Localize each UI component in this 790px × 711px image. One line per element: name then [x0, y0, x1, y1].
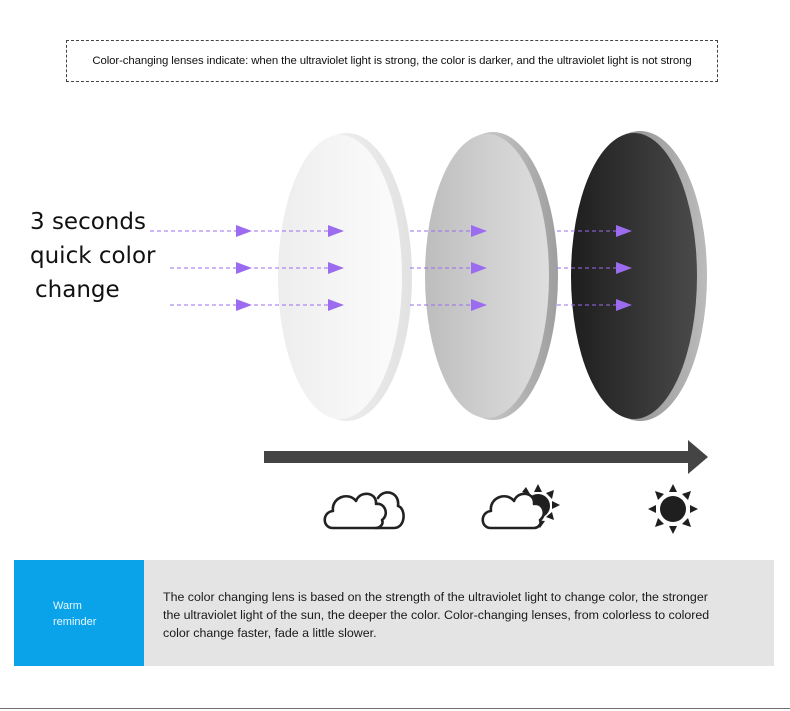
warm-reminder-tag [14, 560, 144, 666]
reminder-line-1: The color changing lens is based on the strength of the ultraviolet light to change color, the stronger [163, 590, 708, 604]
gray-lens [425, 132, 558, 420]
dark-lens [571, 131, 707, 421]
headline-line-1: 3 seconds [30, 209, 146, 235]
reminder-line-2: the ultraviolet light of the sun, the deeper the color. Color-changing lenses, from colorless to colored [163, 608, 710, 622]
headline-line-2: quick color [30, 243, 156, 269]
tag-line-1: Warm [53, 600, 82, 612]
cloudy-icon [325, 492, 404, 528]
reminder-line-3: color change faster, fade a little slower. [163, 626, 377, 640]
progress-arrow [264, 440, 708, 474]
bottom-divider [0, 708, 790, 709]
partly-sunny-icon [483, 484, 560, 528]
sunny-icon [648, 484, 698, 534]
reminder-text [163, 588, 753, 642]
headline-line-3: change [35, 277, 120, 303]
clear-lens [278, 133, 412, 421]
tag-line-2: reminder [53, 616, 97, 628]
warm-reminder-panel [14, 560, 774, 666]
caption-text: Color-changing lenses indicate: when the ultraviolet light is strong, the color is darker, and the ultraviolet light is not strong [92, 55, 692, 67]
